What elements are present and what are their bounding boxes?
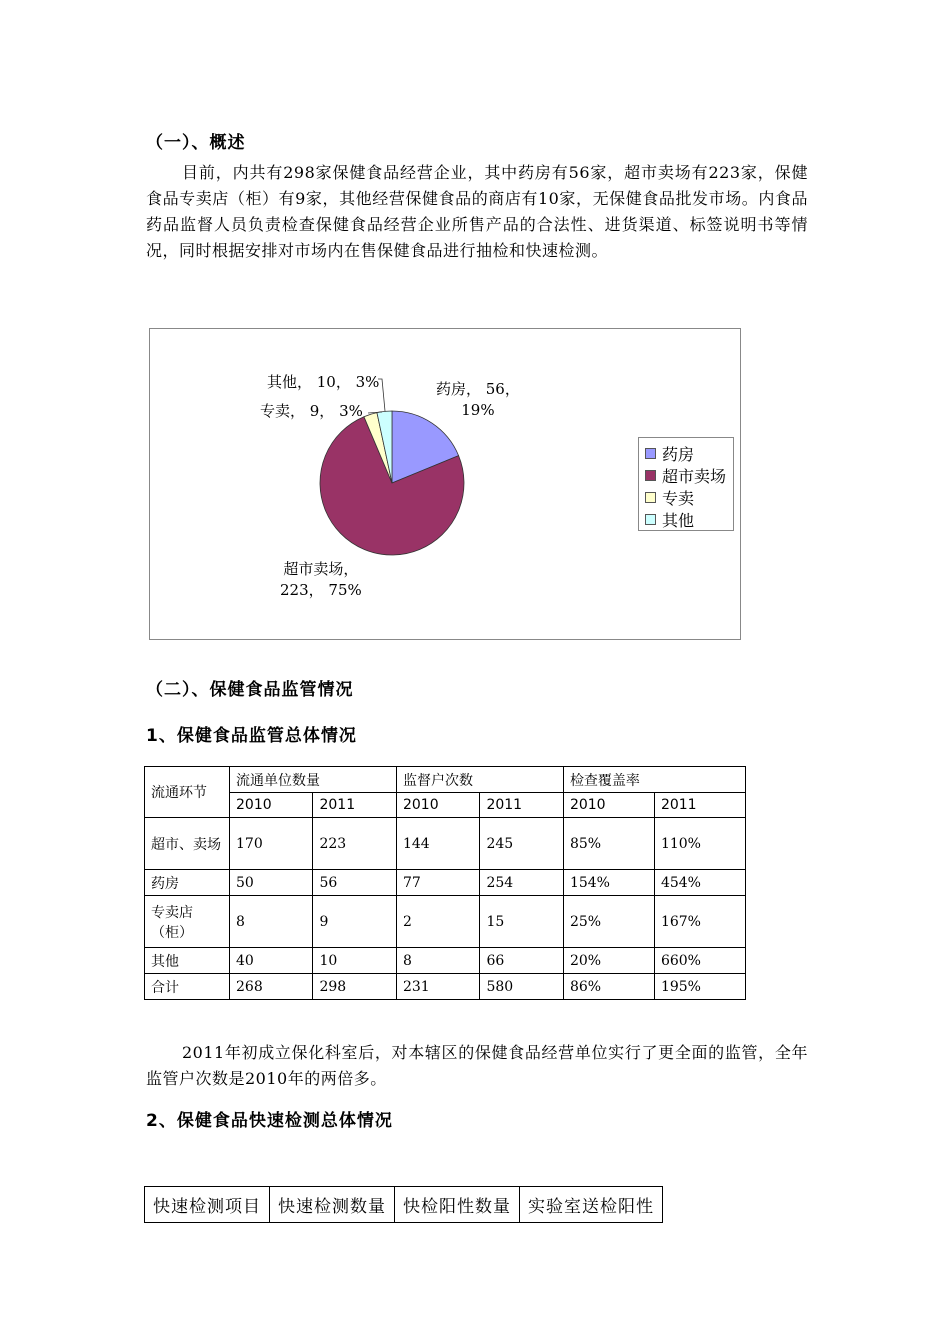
- table-header-cell: 检查覆盖率: [563, 767, 745, 793]
- table-header-cell: 流通环节: [145, 767, 230, 818]
- pie-label-specialty: 专卖， 9， 3%: [260, 402, 363, 420]
- pie-label-pharmacy: 药房， 56， 19%: [436, 380, 520, 419]
- section-heading-supervision: （二）、保健食品监管情况: [146, 680, 354, 700]
- table-year-cell: 2010: [230, 793, 313, 818]
- pie-label-supermarket: 超市卖场， 223， 75%: [280, 560, 362, 599]
- subheading-supervision-overall: 1、保健食品监管总体情况: [146, 726, 357, 746]
- table-row: 专卖店（柜） 8 9 2 15 25% 167%: [145, 896, 746, 948]
- legend-item-specialty: 专卖: [645, 486, 733, 508]
- table-row: [145, 1187, 663, 1223]
- table-year-cell: 2011: [654, 793, 745, 818]
- table-header-cell: 快检阳性数量: [395, 1187, 520, 1223]
- table-year-cell: 2011: [480, 793, 563, 818]
- table-row: 药房 50 56 77 254 154% 454%: [145, 870, 746, 896]
- table-header-cell: 快速检测项目: [145, 1187, 270, 1223]
- legend-swatch: [645, 514, 656, 525]
- table-row: 其他 40 10 8 66 20% 660%: [145, 948, 746, 974]
- legend-swatch: [645, 470, 656, 481]
- table-row: 超市、卖场 170 223 144 245 85% 110%: [145, 818, 746, 870]
- table-header-cell: 流通单位数量: [230, 767, 397, 793]
- table-header-cell: 监督户次数: [396, 767, 563, 793]
- legend-item-other: 其他: [645, 508, 733, 530]
- table-header-cell: 快速检测数量: [270, 1187, 395, 1223]
- table-year-cell: 2010: [563, 793, 654, 818]
- supervision-table: [144, 766, 746, 1000]
- legend-swatch: [645, 492, 656, 503]
- legend-item-pharmacy: 药房: [645, 442, 733, 464]
- supervision-paragraph: 2011年初成立保化科室后，对本辖区的保健食品经营单位实行了更全面的监管，全年监管户次数是2010年的两倍多。: [146, 1043, 808, 1088]
- legend-swatch: [645, 448, 656, 459]
- subheading-rapid-testing: 2、保健食品快速检测总体情况: [146, 1111, 393, 1131]
- section-heading-overview: （一）、概述: [146, 133, 246, 153]
- table-year-cell: 2010: [396, 793, 479, 818]
- table-header-cell: 实验室送检阳性: [520, 1187, 663, 1223]
- table-year-cell: 2011: [313, 793, 396, 818]
- pie-label-other: 其他， 10， 3%: [267, 373, 380, 391]
- table-row: 合计 268 298 231 580 86% 195%: [145, 974, 746, 1000]
- legend-item-supermarket: 超市卖场: [645, 464, 733, 486]
- pie-chart: [149, 328, 741, 640]
- chart-legend: [638, 437, 734, 531]
- overview-paragraph: 目前，内共有298家保健食品经营企业，其中药房有56家，超市卖场有223家，保健食品专卖店（柜）有9家，其他经营保健食品的商店有10家，无保健食品批发市场。内食品药品监督人员负责检查保健食品经营企业所售产品的合法性、进货渠道、标签说明书等情况，同时根据安排对市场内在售保健食品进行抽检和快速检测。: [146, 163, 808, 260]
- rapid-testing-table: [144, 1186, 663, 1223]
